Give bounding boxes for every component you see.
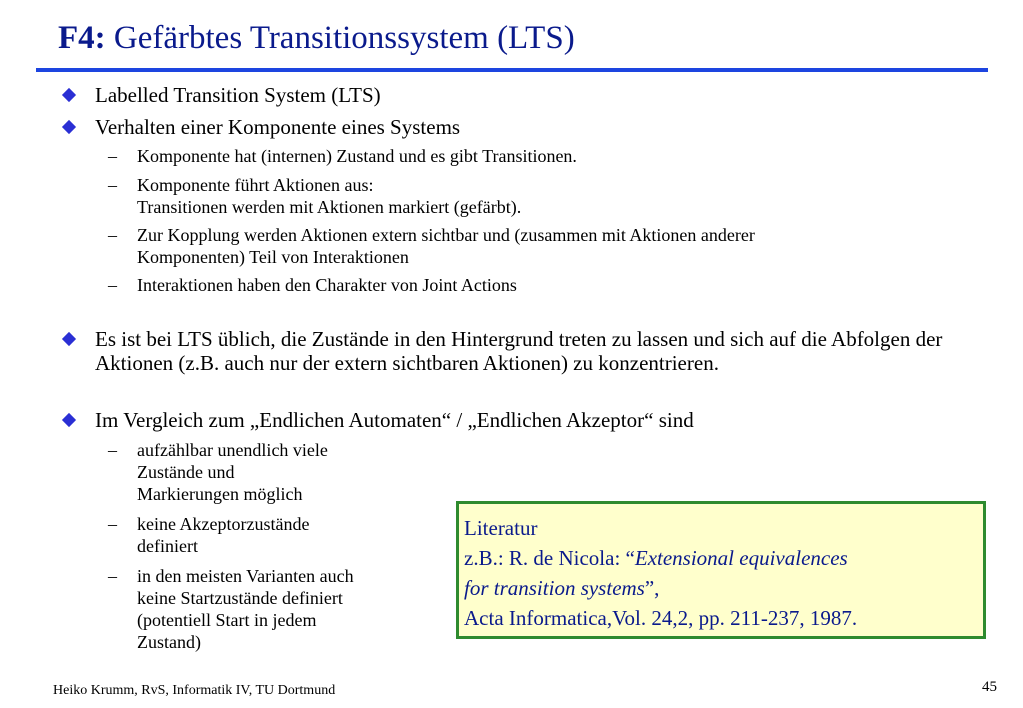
title-underline <box>36 68 988 72</box>
subbullet-text: in den meisten Varianten auch keine Startzustände definiert (potentiell Start in jedem Zustand) <box>137 566 354 652</box>
literature-line-1 <box>464 543 983 573</box>
slide-title-prefix: F4: <box>58 20 106 56</box>
diamond-bullet-icon <box>62 120 76 134</box>
subbullet-text: Zur Kopplung werden Aktionen extern sichtbar und (zusammen mit Aktionen anderer Komponenten) Teil von Interaktionen <box>137 225 755 267</box>
dash-marker: – <box>108 146 117 166</box>
diamond-bullet-icon <box>62 88 76 102</box>
literature-line-2 <box>464 573 983 603</box>
diamond-bullet-icon <box>62 413 76 427</box>
literature-box <box>456 501 986 639</box>
subbullet-text: Komponente führt Aktionen aus: Transitionen werden mit Aktionen markiert (gefärbt). <box>137 175 522 217</box>
dash-marker: – <box>108 175 117 195</box>
dash-marker: – <box>108 275 117 295</box>
bullet-text: Es ist bei LTS üblich, die Zustände in den Hintergrund treten zu lassen und sich auf die Abfolgen der Aktionen (z.B. auch nur der extern sichtbaren Aktionen) zu konzentrieren. <box>95 327 943 375</box>
slide-title <box>58 18 575 58</box>
bullet-text: Labelled Transition System (LTS) <box>95 83 381 107</box>
subbullet-text: aufzählbar unendlich viele Zustände und Markierungen möglich <box>137 440 328 504</box>
literature-citation-prefix: z.B.: R. de Nicola: “ <box>464 546 635 570</box>
dash-marker: – <box>108 225 117 245</box>
dash-marker: – <box>108 566 117 586</box>
dash-marker: – <box>108 440 117 460</box>
literature-citation-suffix: ”, <box>644 576 660 600</box>
literature-title-part-2: for transition systems <box>464 576 645 600</box>
literature-heading: Literatur <box>464 516 538 540</box>
subbullet-text: keine Akzeptorzustände definiert <box>137 514 310 556</box>
diamond-bullet-icon <box>62 332 76 346</box>
subbullet-text: Interaktionen haben den Charakter von Joint Actions <box>137 275 517 295</box>
page-number: 45 <box>982 679 997 695</box>
literature-journal: Acta Informatica,Vol. 24,2, pp. 211-237, 1987. <box>464 606 858 630</box>
literature-title-part-1: Extensional equivalences <box>634 546 848 570</box>
bullet-text: Im Vergleich zum „Endlichen Automaten“ / „Endlichen Akzeptor“ sind <box>95 408 694 432</box>
slide-title-text: Gefärbtes Transitionssystem (LTS) <box>113 20 575 56</box>
dash-marker: – <box>108 514 117 534</box>
bullet-text: Verhalten einer Komponente eines Systems <box>95 115 461 139</box>
footer-author: Heiko Krumm, RvS, Informatik IV, TU Dortmund <box>53 683 336 698</box>
subbullet-text: Komponente hat (internen) Zustand und es gibt Transitionen. <box>137 146 577 166</box>
